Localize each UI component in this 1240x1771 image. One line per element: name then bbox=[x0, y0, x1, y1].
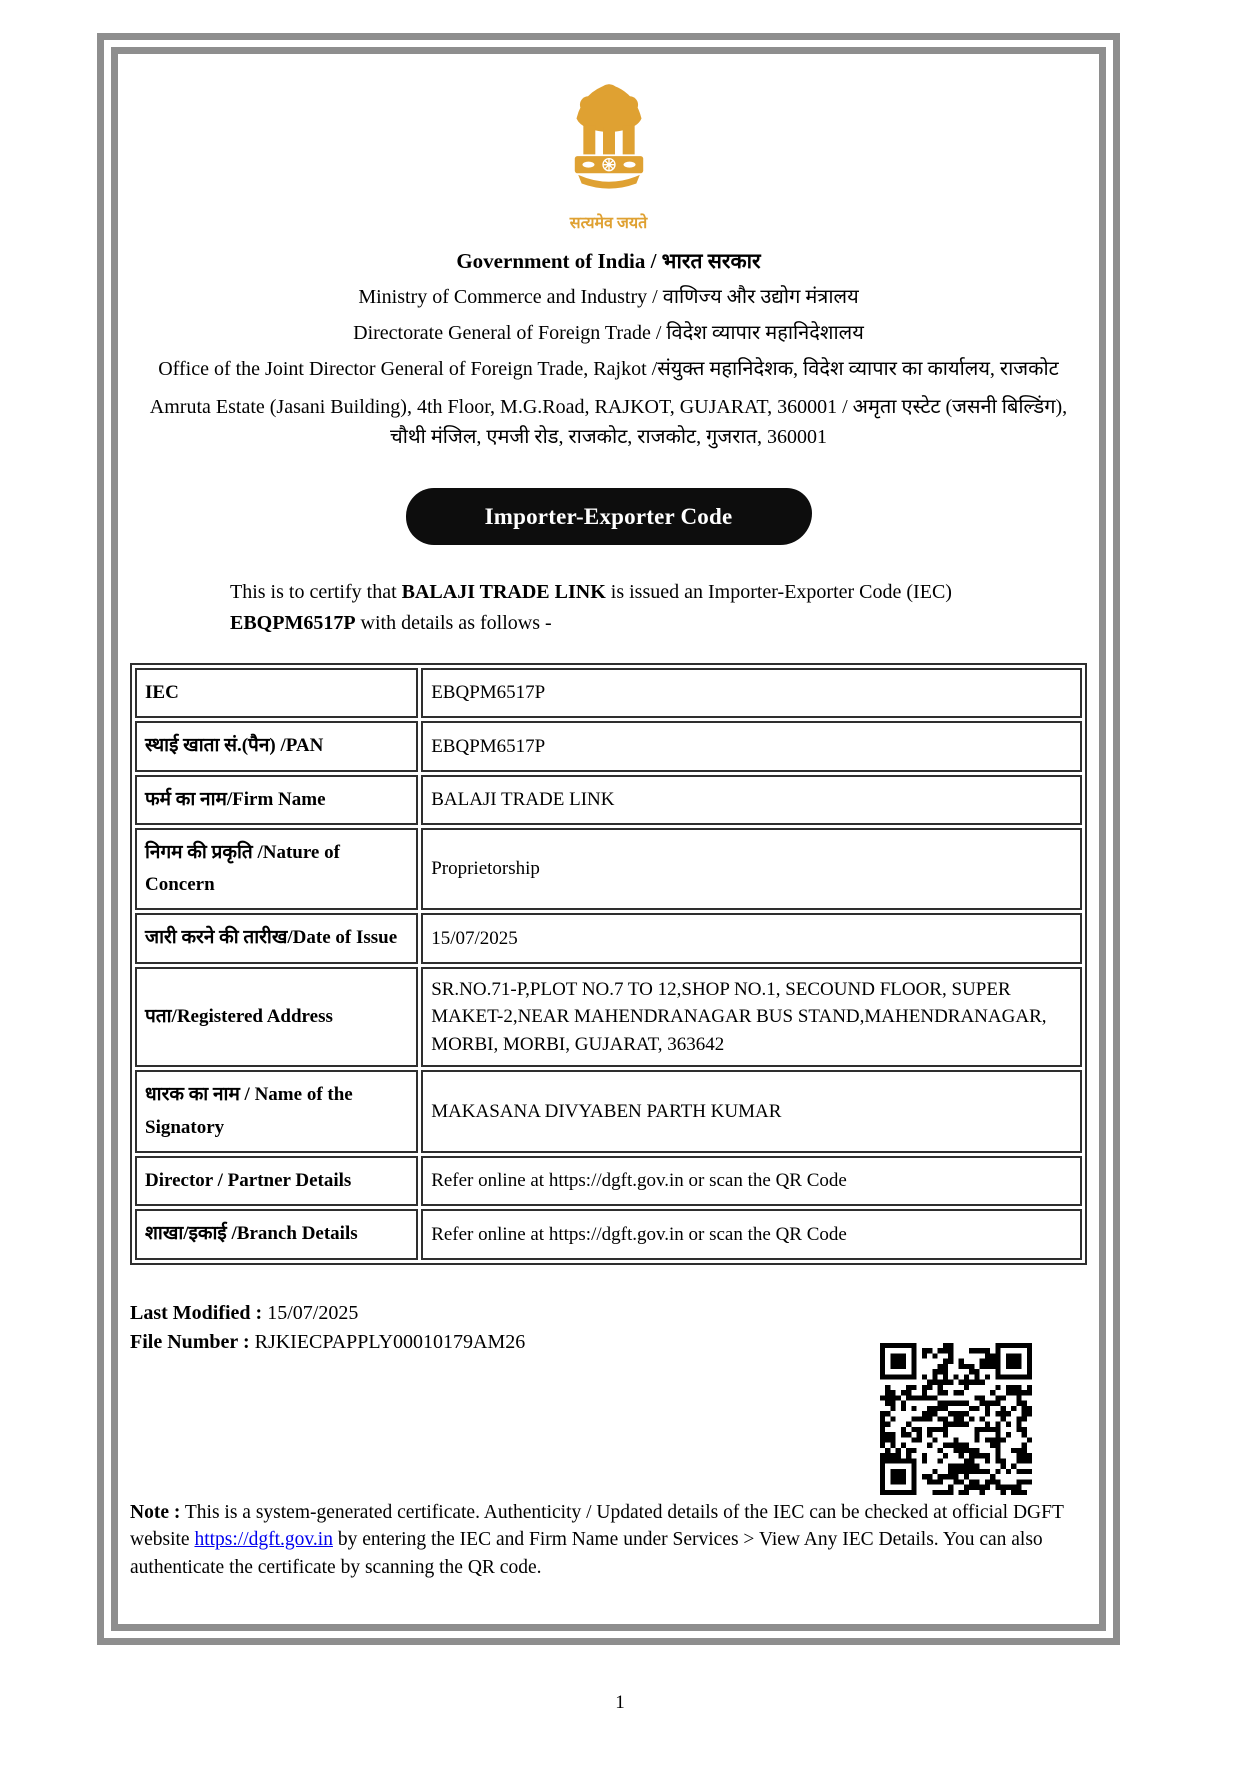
field-label: जारी करने की तारीख/Date of Issue bbox=[135, 913, 418, 963]
certificate-intro bbox=[230, 577, 975, 639]
certificate-header bbox=[130, 74, 1087, 452]
certificate-footer-meta bbox=[130, 1299, 1087, 1495]
file-number-value: RJKIECPAPPLY00010179AM26 bbox=[254, 1330, 526, 1353]
field-label: फर्म का नाम/Firm Name bbox=[135, 775, 418, 825]
intro-part3: with details as follows - bbox=[355, 612, 552, 634]
field-value: BALAJI TRADE LINK bbox=[421, 775, 1082, 825]
india-national-emblem-icon bbox=[557, 74, 661, 209]
intro-part2: is issued an Importer-Exporter Code (IEC) bbox=[605, 581, 952, 603]
certificate-note bbox=[130, 1499, 1087, 1582]
importer-exporter-code-badge: Importer-Exporter Code bbox=[406, 488, 812, 545]
firm-name: BALAJI TRADE LINK bbox=[401, 581, 606, 603]
ministry-line: Ministry of Commerce and Industry / वाणिज्य और उद्योग मंत्रालय bbox=[358, 286, 859, 308]
table-row-firm-name bbox=[135, 775, 1082, 825]
table-row-pan bbox=[135, 721, 1082, 771]
field-value: Proprietorship bbox=[421, 828, 1082, 911]
dgft-website-link[interactable]: https://dgft.gov.in bbox=[194, 1529, 333, 1551]
table-row-branch-details bbox=[135, 1209, 1082, 1259]
office-address-line: Amruta Estate (Jasani Building), 4th Floor, M.G.Road, RAJKOT, GUJARAT, 360001 / अमृता एस्टेट (जसनी बिल्डिंग), चौथी मंजिल, एमजी रोड, राजकोट, राजकोट, गुजरात, 360001 bbox=[149, 396, 1068, 448]
table-row-director-partner-details bbox=[135, 1156, 1082, 1206]
note-part1: This is a system-generated certificate. Authenticity / Updated details of the IEC can be checked at official DGFT website bbox=[130, 1501, 1064, 1551]
field-label: निगम की प्रकृति /Nature of Concern bbox=[135, 828, 418, 911]
field-label: पता/Registered Address bbox=[135, 967, 418, 1068]
field-value: EBQPM6517P bbox=[421, 721, 1082, 771]
field-value: Refer online at https://dgft.gov.in or scan the QR Code bbox=[421, 1209, 1082, 1259]
certificate-page bbox=[111, 47, 1106, 1631]
government-of-india-line: Government of India / भारत सरकार bbox=[456, 249, 761, 273]
last-modified-value: 15/07/2025 bbox=[267, 1301, 359, 1324]
field-value: MAKASANA DIVYABEN PARTH KUMAR bbox=[421, 1070, 1082, 1153]
table-row-signatory-name bbox=[135, 1070, 1082, 1153]
qr-code bbox=[880, 1343, 1032, 1495]
last-modified-line bbox=[130, 1299, 1087, 1328]
field-label: IEC bbox=[135, 668, 418, 718]
dgft-line: Directorate General of Foreign Trade / विदेश व्यापार महानिदेशालय bbox=[353, 322, 864, 344]
iec-number: EBQPM6517P bbox=[230, 612, 356, 634]
field-label: शाखा/इकाई /Branch Details bbox=[135, 1209, 418, 1259]
page-number: 1 bbox=[615, 1692, 625, 1713]
table-row-iec bbox=[135, 668, 1082, 718]
field-label: धारक का नाम / Name of the Signatory bbox=[135, 1070, 418, 1153]
field-value: 15/07/2025 bbox=[421, 913, 1082, 963]
field-value: EBQPM6517P bbox=[421, 668, 1082, 718]
field-label: स्थाई खाता सं.(पैन) /PAN bbox=[135, 721, 418, 771]
note-part2: by entering the IEC and Firm Name under Services > View Any IEC Details. You can also authenticate the certificate by scanning the QR code. bbox=[130, 1529, 1043, 1578]
field-label: Director / Partner Details bbox=[135, 1156, 418, 1206]
last-modified-label: Last Modified : bbox=[130, 1301, 263, 1324]
field-value: Refer online at https://dgft.gov.in or scan the QR Code bbox=[421, 1156, 1082, 1206]
intro-part1: This is to certify that bbox=[230, 581, 402, 603]
emblem-motto: सत्यमेव जयते bbox=[569, 215, 648, 232]
note-label: Note : bbox=[130, 1501, 181, 1523]
office-line: Office of the Joint Director General of Foreign Trade, Rajkot /संयुक्त महानिदेशक, विदेश व्यापार का कार्यालय, राजकोट bbox=[158, 358, 1059, 380]
certificate-page-frame bbox=[97, 33, 1120, 1645]
table-row-nature-of-concern bbox=[135, 828, 1082, 911]
field-value: SR.NO.71-P,PLOT NO.7 TO 12,SHOP NO.1, SECOUND FLOOR, SUPER MAKET-2,NEAR MAHENDRANAGAR BUS STAND,MAHENDRANAGAR, MORBI, MORBI, GUJARAT, 363642 bbox=[421, 967, 1082, 1068]
file-number-label: File Number : bbox=[130, 1330, 250, 1353]
table-row-registered-address bbox=[135, 967, 1082, 1068]
table-row-date-of-issue bbox=[135, 913, 1082, 963]
iec-details-table bbox=[130, 663, 1087, 1265]
